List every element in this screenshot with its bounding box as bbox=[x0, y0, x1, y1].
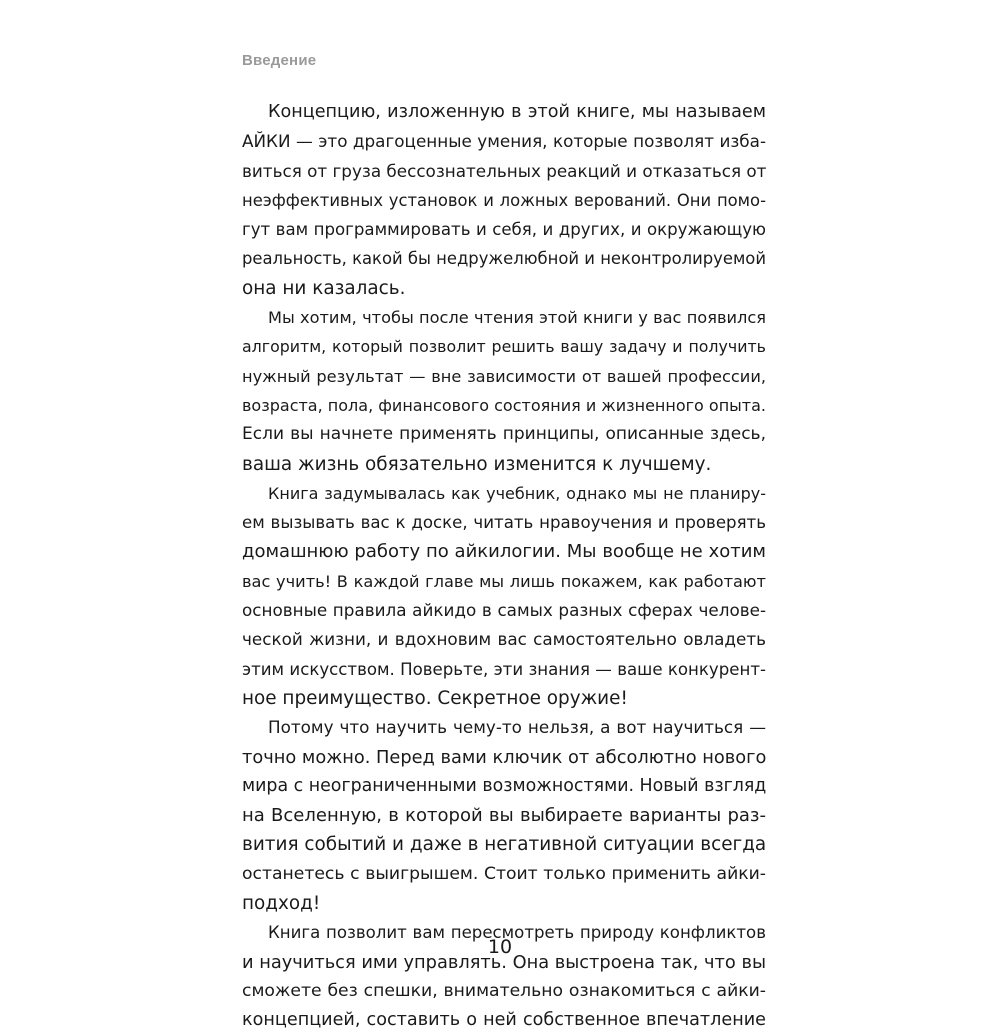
text-line: нужный результат — вне зависимости от вашей профессии, bbox=[242, 366, 766, 386]
text-line: ем вызывать вас к доске, читать нравоучения и проверять bbox=[242, 513, 766, 533]
text-line: концепцией, составить о ней собственное впечатление bbox=[242, 1010, 766, 1031]
text-line: АЙКИ — это драгоценные умения, которые позволят изба- bbox=[242, 131, 766, 152]
text-line: этим искусством. Поверьте, эти знания — ваше конкурент- bbox=[242, 659, 766, 679]
text-line: ваша жизнь обязательно изменится к лучшему. bbox=[242, 453, 712, 475]
text-line: возраста, пола, финансового состояния и жизненного опыта. bbox=[242, 395, 767, 415]
text-line: точно можно. Перед вами ключик от абсолютно нового bbox=[242, 746, 767, 768]
running-header: Введение bbox=[242, 52, 317, 69]
text-line: ное преимущество. Секретное оружие! bbox=[242, 687, 628, 709]
text-line: ческой жизни, и вдохновим вас самостоятельно овладеть bbox=[242, 629, 766, 650]
text-line: подход! bbox=[242, 893, 321, 915]
text-line: и научиться ими управлять. Она выстроена так, что вы bbox=[242, 951, 766, 973]
text-line: мира с неограниченными возможностями. Новый взгляд bbox=[242, 775, 767, 796]
body-text bbox=[242, 98, 766, 1036]
text-line: основные правила айкидо в самых разных сферах челове- bbox=[242, 600, 766, 621]
text-line: Мы хотим, чтобы после чтения этой книги у вас появился bbox=[268, 308, 766, 328]
text-line: гут вам программировать и себя, и других, и окружающую bbox=[242, 220, 766, 240]
text-line: останетесь с выигрышем. Стоит только применить айки- bbox=[242, 863, 766, 884]
text-line: виться от груза бессознательных реакций и отказаться от bbox=[242, 160, 767, 181]
text-line: Потому что научить чему-то нельзя, а вот научиться — bbox=[268, 717, 766, 738]
page-number: 10 bbox=[487, 936, 513, 958]
text-line: вития событий и даже в негативной ситуации всегда bbox=[242, 834, 767, 856]
text-line: Если вы начнете применять принципы, описанные здесь, bbox=[242, 424, 766, 445]
text-line: Концепцию, изложенную в этой книге, мы называем bbox=[268, 102, 766, 122]
text-line: алгоритм, который позволит решить вашу задачу и получить bbox=[242, 337, 766, 357]
text-line: Книга позволит вам пересмотреть природу конфликтов bbox=[268, 923, 766, 943]
text-line: неэффективных установок и ложных верований. Они помо- bbox=[242, 190, 766, 210]
text-line: сможете без спешки, внимательно ознакомиться с айки- bbox=[242, 980, 766, 1001]
text-line: Книга задумывалась как учебник, однако мы не планиру- bbox=[268, 483, 766, 503]
text-line: вас учить! В каждой главе мы лишь покажем, как работают bbox=[242, 571, 766, 591]
text-line: домашнюю работу по айкилогии. Мы вообще не хотим bbox=[242, 541, 766, 563]
text-line: она ни казалась. bbox=[242, 277, 406, 299]
text-line: на Вселенную, в которой вы выбираете варианты раз- bbox=[242, 805, 766, 827]
text-line: реальность, какой бы недружелюбной и неконтролируемой bbox=[242, 249, 766, 269]
